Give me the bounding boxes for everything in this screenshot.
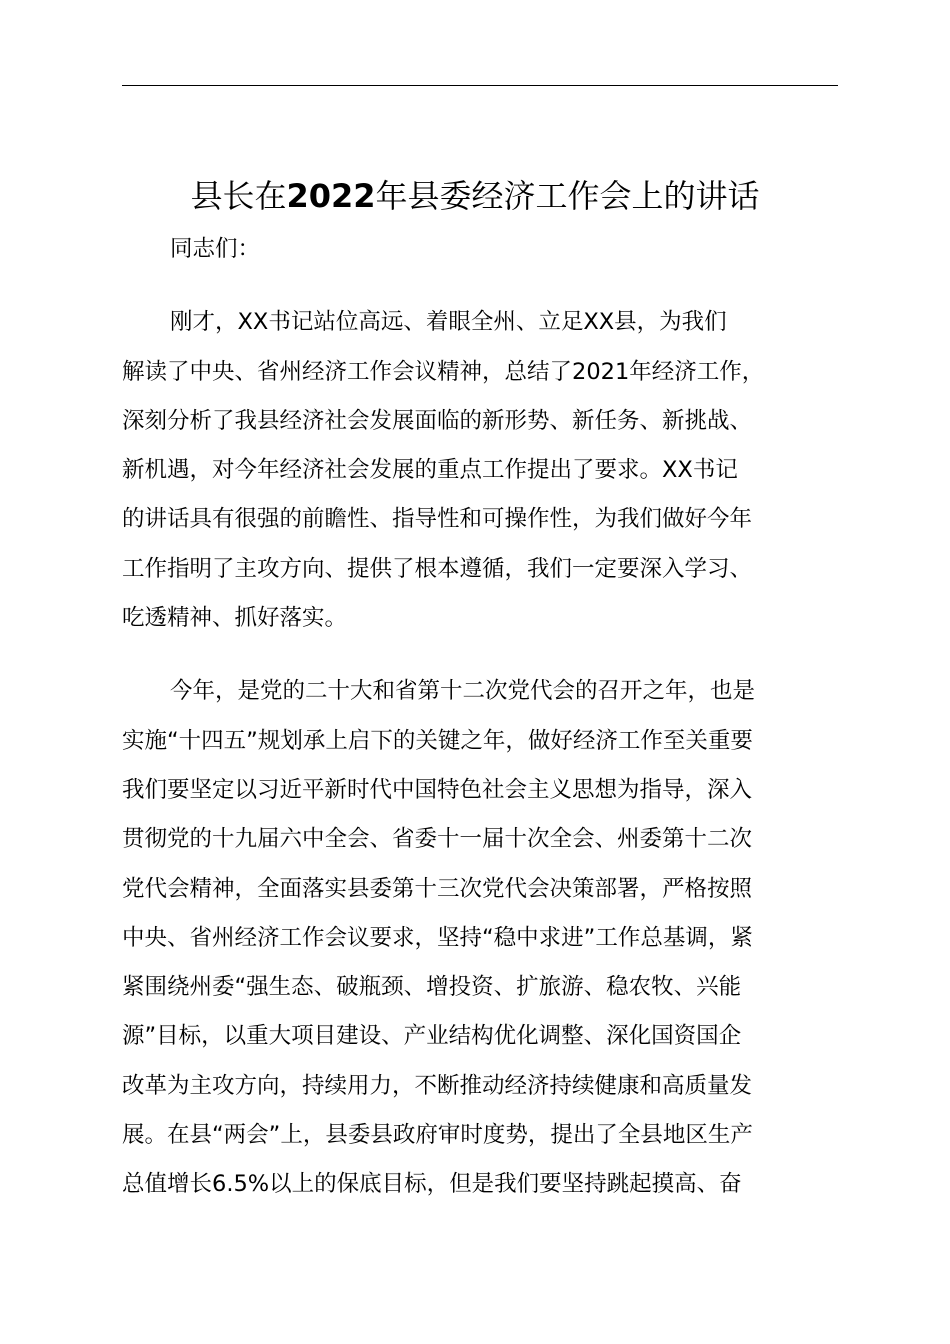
paragraph-2-line: 今年，是党的二十大和省第十二次党代会的召开之年，也是 (170, 678, 756, 705)
paragraph-2-line: 总值增长6.5%以上的保底目标，但是我们要坚持跳起摸高、奋 (122, 1171, 742, 1198)
title-year: 2022 (286, 177, 376, 216)
paragraph-1-line: 的讲话具有很强的前瞻性、指导性和可操作性，为我们做好今年 (122, 506, 753, 533)
title-prefix: 县长在 (190, 177, 287, 216)
paragraph-1-line: 深刻分析了我县经济社会发展面临的新形势、新任务、新挑战、 (122, 407, 753, 434)
paragraph-2 (122, 667, 882, 1209)
paragraph-gap (122, 274, 882, 298)
salutation-line: 同志们： (170, 236, 261, 262)
paragraph-2-line: 源”目标，以重大项目建设、产业结构优化调整、深化国资国企 (122, 1023, 742, 1050)
paragraph-1-line: 刚才，XX书记站位高远、着眼全州、立足XX县，为我们 (170, 309, 727, 336)
title-suffix: 年县委经济工作会上的讲话 (375, 177, 760, 216)
paragraph-2-line: 贯彻党的十九届六中全会、省委十一届十次全会、州委第十二次 (122, 826, 753, 853)
paragraph-2-line: 展。在县“两会”上，县委县政府审时度势，提出了全县地区生产 (122, 1122, 753, 1149)
paragraph-1 (122, 298, 882, 643)
paragraph-2-line: 实施“十四五”规划承上启下的关键之年，做好经济工作至关重要 (122, 727, 753, 754)
paragraph-2-line: 党代会精神，全面落实县委第十三次党代会决策部署，严格按照 (122, 875, 753, 902)
document-body (122, 225, 882, 1210)
paragraph-gap (122, 643, 882, 667)
paragraph-1-line: 吃透精神、抓好落实。 (122, 605, 348, 632)
paragraph-1-line: 解读了中央、省州经济工作会议精神，总结了2021年经济工作， (122, 358, 765, 385)
paragraph-2-line: 我们要坚定以习近平新时代中国特色社会主义思想为指导，深入 (122, 776, 753, 803)
header-rule (122, 85, 838, 86)
paragraph-2-line: 紧围绕州委“强生态、破瓶颈、增投资、扩旅游、稳农牧、兴能 (122, 974, 742, 1001)
document-title (0, 172, 950, 220)
salutation-paragraph (122, 225, 882, 274)
paragraph-1-line: 新机遇，对今年经济社会发展的重点工作提出了要求。XX书记 (122, 457, 738, 484)
paragraph-1-line: 工作指明了主攻方向、提供了根本遵循，我们一定要深入学习、 (122, 555, 753, 582)
paragraph-2-line: 中央、省州经济工作会议要求，坚持“稳中求进”工作总基调，紧 (122, 924, 753, 951)
paragraph-2-line: 改革为主攻方向，持续用力，不断推动经济持续健康和高质量发 (122, 1072, 753, 1099)
